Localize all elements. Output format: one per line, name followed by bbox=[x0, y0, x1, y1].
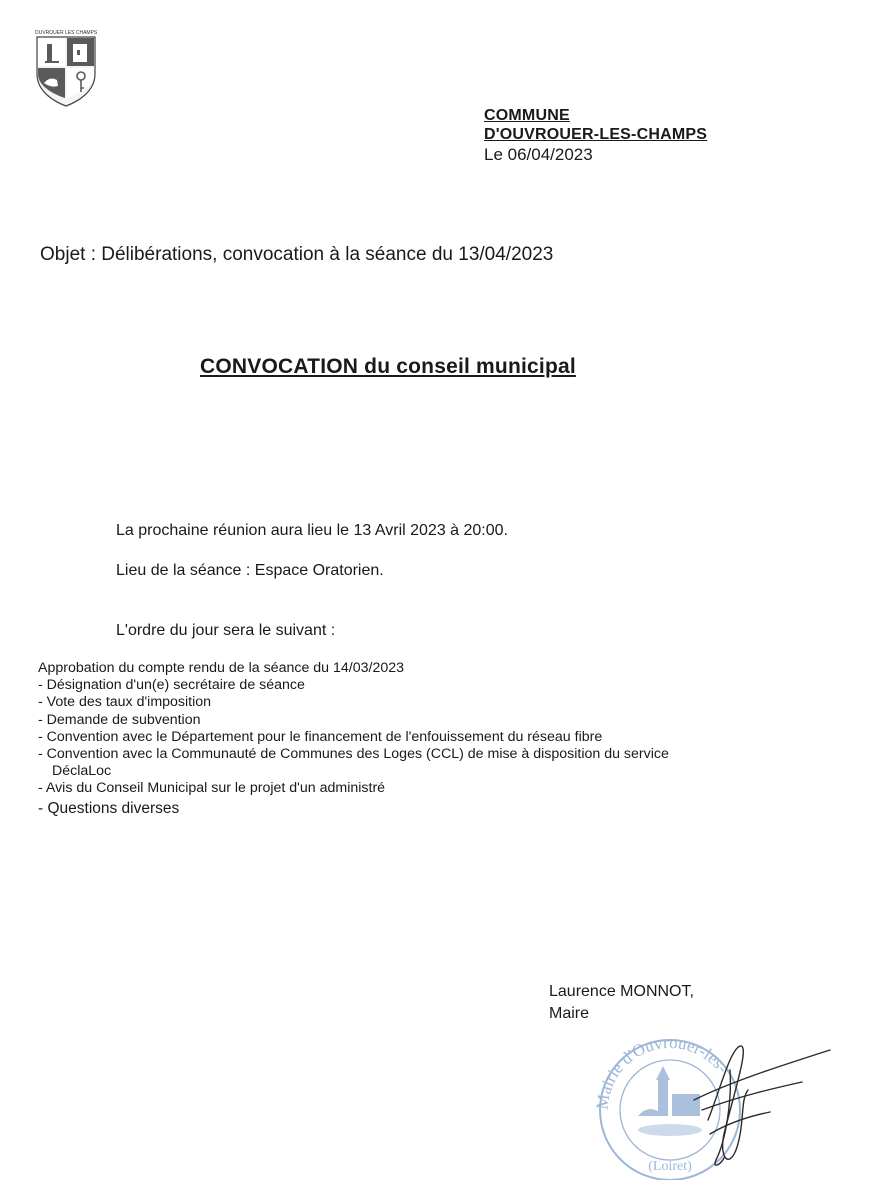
document-date: Le 06/04/2023 bbox=[484, 145, 593, 164]
commune-name: D'OUVROUER-LES-CHAMPS bbox=[484, 126, 708, 143]
agenda-item: - Vote des taux d'imposition bbox=[38, 694, 212, 711]
crest-label: OUVROUER LES CHAMPS bbox=[34, 30, 98, 36]
agenda-item: - Questions diverses bbox=[38, 799, 180, 817]
stamp-ring-text: Mairie d'Ouvrouer-les- bbox=[592, 1032, 733, 1111]
commune-header bbox=[484, 106, 707, 166]
signatory-block bbox=[549, 981, 694, 1025]
agenda-item: - Avis du Conseil Municipal sur le projet d'un administré bbox=[38, 780, 386, 797]
agenda-item: - Convention avec le Département pour le financement de l'enfouissement du réseau fibre bbox=[38, 728, 603, 745]
agenda-item-continuation: DéclaLoc bbox=[52, 763, 112, 780]
document-title: CONVOCATION du conseil municipal bbox=[200, 355, 576, 378]
agenda-item: - Convention avec la Communauté de Communes des Loges (CCL) de mise à disposition du service bbox=[38, 746, 669, 763]
stamp-illustration bbox=[638, 1066, 702, 1136]
meeting-date-paragraph: La prochaine réunion aura lieu le 13 Avril 2023 à 20:00. bbox=[116, 522, 508, 539]
agenda-item: Approbation du compte rendu de la séance du 14/03/2023 bbox=[38, 660, 405, 676]
meeting-location-paragraph: Lieu de la séance : Espace Oratorien. bbox=[116, 562, 384, 579]
municipal-crest bbox=[33, 28, 99, 108]
signatory-role: Maire bbox=[549, 1005, 590, 1022]
signatory-name: Laurence MONNOT, bbox=[549, 983, 694, 1000]
commune-label: COMMUNE bbox=[484, 107, 570, 124]
agenda-list bbox=[38, 660, 669, 817]
stamp-bottom-text: (Loiret) bbox=[648, 1159, 692, 1174]
agenda-item: - Désignation d'un(e) secrétaire de séance bbox=[38, 677, 305, 694]
subject-line: Objet : Délibérations, convocation à la séance du 13/04/2023 bbox=[40, 244, 554, 265]
agenda-item: - Demande de subvention bbox=[38, 711, 201, 728]
mairie-stamp-and-signature bbox=[590, 1030, 840, 1180]
agenda-intro: L'ordre du jour sera le suivant : bbox=[116, 622, 336, 639]
